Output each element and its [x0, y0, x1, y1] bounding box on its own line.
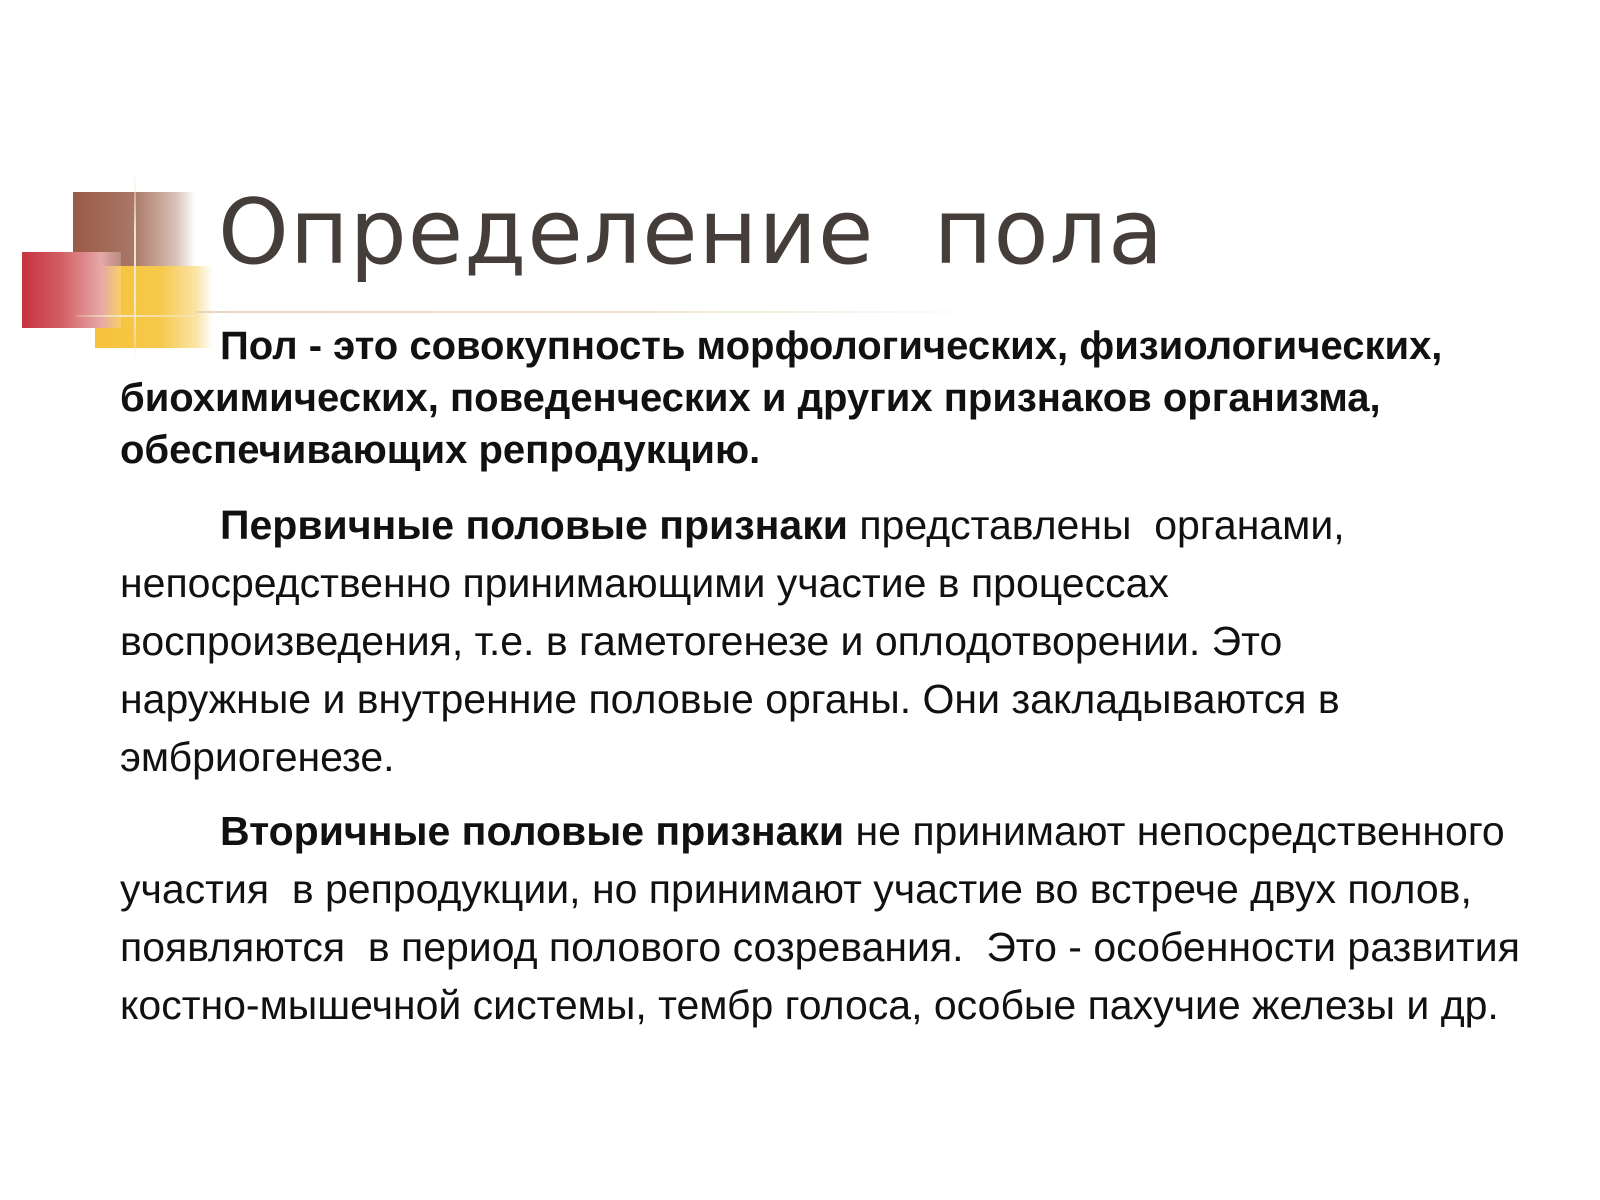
- secondary-traits-term: Вторичные половые признаки: [220, 808, 845, 854]
- slide-title: Определение пола: [218, 180, 1165, 285]
- primary-traits-term: Первичные половые признаки: [220, 502, 848, 548]
- title-underline: [195, 311, 995, 313]
- horizontal-accent-line: [76, 315, 196, 317]
- primary-traits-paragraph: [120, 496, 1460, 786]
- secondary-traits-text: не принимают непосредственного участия в репродукции, но принимают участие во встрече двух полов, появляются в период полового созревания. Это - особенности развития костно-мышечной системы, тембр голоса, особые пахучие железы и др.: [120, 808, 1532, 1028]
- definition-paragraph: Пол - это совокупность морфологических, физиологических, биохимических, поведенческих и других признаков организма, обеспечивающих репродукцию.: [120, 324, 1454, 472]
- slide-body: [120, 320, 1532, 1034]
- primary-traits-text: представлены органами, непосредственно принимающими участие в процессах воспроизведения, т.е. в гаметогенезе и оплодотворении. Это наружные и внутренние половые органы. Они закладываются в эмбриогенезе.: [120, 502, 1357, 780]
- secondary-traits-paragraph: [120, 802, 1540, 1034]
